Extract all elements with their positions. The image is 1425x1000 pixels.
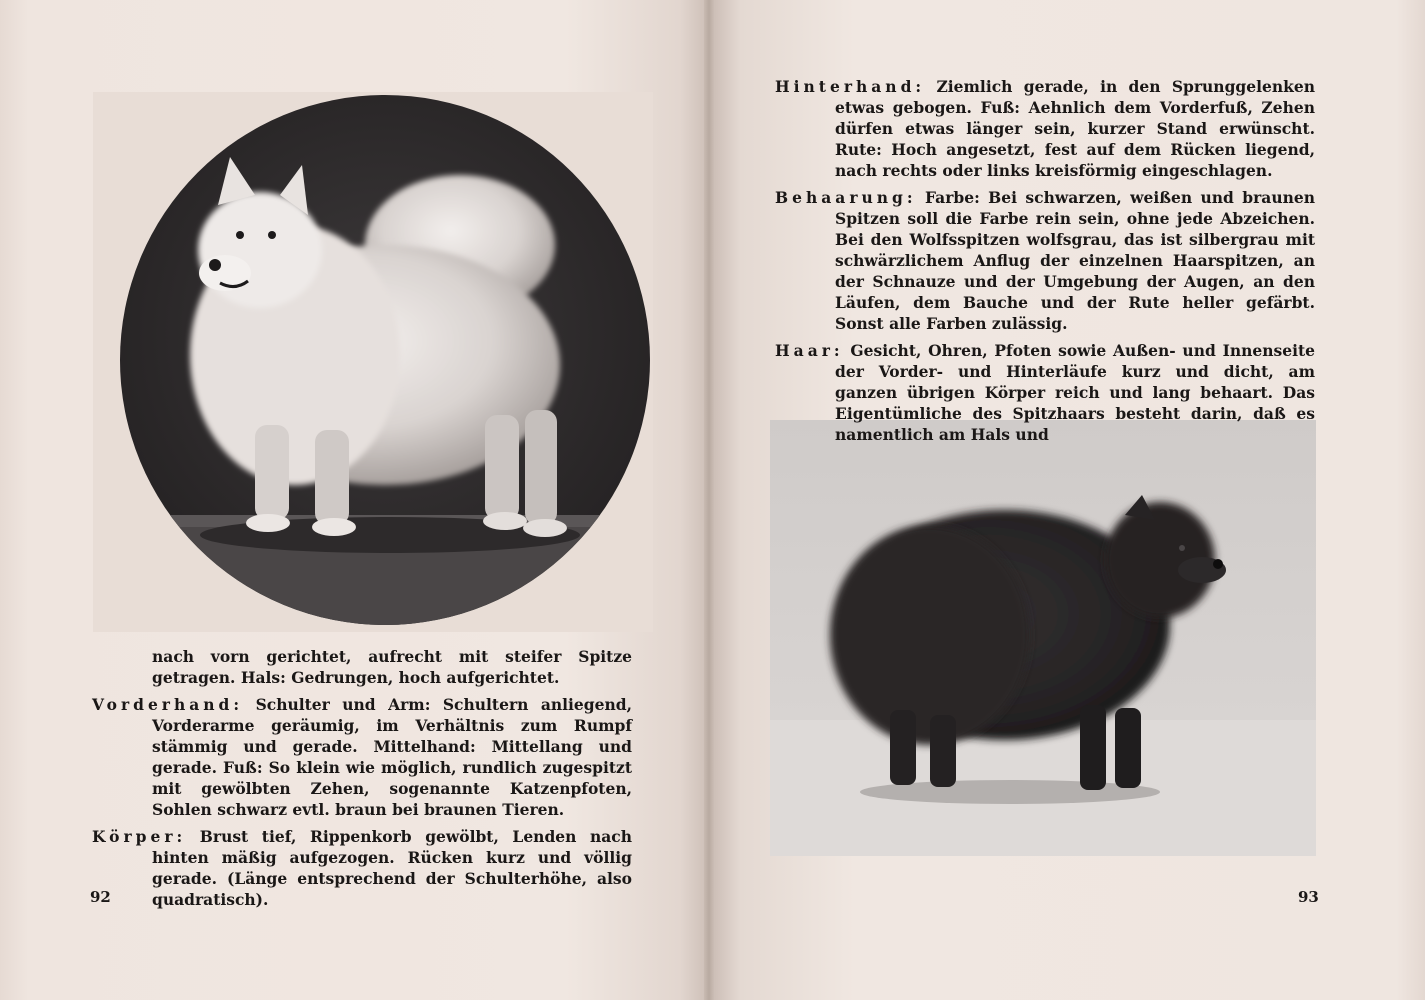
section-term: Behaarung: bbox=[775, 188, 917, 207]
section-hinterhand bbox=[775, 76, 1315, 181]
black-spitz-photo bbox=[770, 420, 1316, 856]
section-text: Gesicht, Ohren, Pfoten sowie Außen- und Innenseite der Vorder- und Hinterläufe kurz und dicht, am ganzen übrigen Körper reich und lang behaart. Das Eigentümliche des Spitzhaars besteht darin, daß es namentlich am Hals und bbox=[835, 341, 1315, 444]
section-term: Hinterhand: bbox=[775, 77, 926, 96]
page-number-left: 92 bbox=[90, 888, 111, 906]
white-spitz-photo bbox=[120, 95, 650, 625]
black-spitz-illustration bbox=[770, 420, 1316, 856]
section-term: Körper: bbox=[92, 827, 187, 846]
book-gutter bbox=[704, 0, 714, 1000]
continuation-paragraph: nach vorn gerichtet, aufrecht mit steifer Spitze getragen. Hals: Gedrungen, hoch aufgerichtet. bbox=[152, 647, 632, 687]
section-term: Vorderhand: bbox=[92, 695, 244, 714]
left-text-block bbox=[92, 646, 632, 916]
right-text-block bbox=[775, 76, 1315, 451]
page-number-right: 93 bbox=[1298, 888, 1319, 906]
section-koerper bbox=[92, 826, 632, 910]
section-behaarung bbox=[775, 187, 1315, 334]
section-term: Haar: bbox=[775, 341, 844, 360]
section-vorderhand bbox=[92, 694, 632, 820]
section-text: Farbe: Bei schwarzen, weißen und braunen Spitzen soll die Farbe rein sein, ohne jede Abzeichen. Bei den Wolfsspitzen wolfsgrau, das ist silbergrau mit schwärzlichem Anflug der einzelnen Haarspitzen, an der Schnauze und der Umgebung der Augen, an den Läufen, dem Bauche und der Rute heller gefärbt. Sonst alle Farben zulässig. bbox=[835, 188, 1316, 333]
section-haar bbox=[775, 340, 1315, 445]
section-text: Brust tief, Rippenkorb gewölbt, Lenden nach hinten mäßig aufgezogen. Rücken kurz und völlig gerade. (Länge entsprechend der Schulterhöhe, also quadratisch). bbox=[152, 827, 632, 909]
section-text: Schulter und Arm: Schultern anliegend, Vorderarme geräumig, im Verhältnis zum Rumpf stämmig und gerade. Mittelhand: Mittellang und gerade. Fuß: So klein wie möglich, rundlich zugespitzt mit gewölbten Zehen, sogenannte Katzenpfoten, Sohlen schwarz evtl. braun bei braunen Tieren. bbox=[152, 695, 632, 819]
white-spitz-illustration bbox=[120, 95, 650, 625]
section-text: Ziemlich gerade, in den Sprunggelenken etwas gebogen. Fuß: Aehnlich dem Vorderfuß, Zehen dürfen etwas länger sein, kurzer Stand erwünscht. Rute: Hoch angesetzt, fest auf dem Rücken liegend, nach rechts oder links kreisförmig eingeschlagen. bbox=[835, 77, 1315, 180]
